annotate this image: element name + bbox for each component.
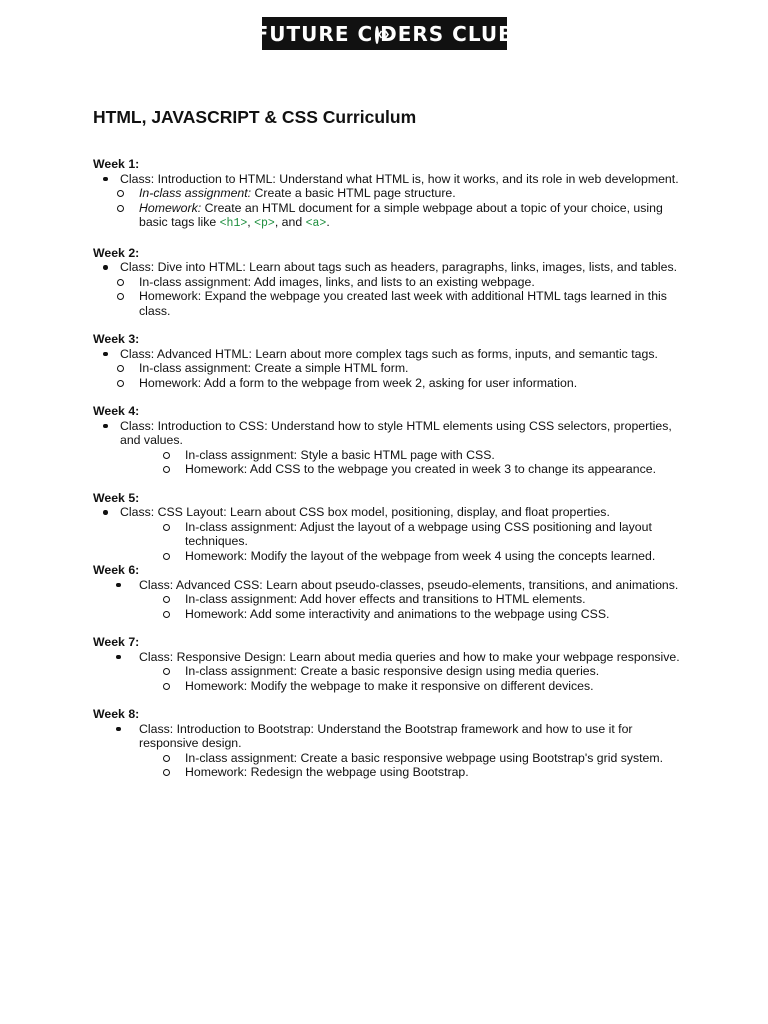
inclass-item [93,592,693,607]
class-text: Class: Responsive Design: Learn about media queries and how to make your webpage responsive. [139,649,680,664]
class-text: Class: Introduction to Bootstrap: Understand the Bootstrap framework and how to use it for responsive design. [139,721,633,750]
week-6-section [93,563,693,621]
week-heading: Week 1: [93,157,140,171]
homework-item [93,376,693,391]
circle-bullet-icon [163,466,170,473]
week-heading: Week 5: [93,490,140,505]
separator: , and [274,215,306,229]
inclass-text: In-class assignment: Create a simple HTML form. [139,361,409,375]
circle-bullet-icon [163,596,170,603]
week-heading: Week 3: [93,332,140,346]
inclass-item [93,361,693,376]
future-coders-club-logo [254,17,515,50]
homework-text: Homework: Redesign the webpage using Bootstrap. [185,765,469,779]
separator: , [247,215,255,229]
code-tag-p: <p> [254,217,275,230]
inclass-text: In-class assignment: Create a basic responsive design using media queries. [185,664,600,678]
homework-item [93,462,693,477]
logo-text-start: FUTURE C [254,21,374,46]
bullet-icon [103,352,108,357]
circle-bullet-icon [117,190,124,197]
week-5-section [93,491,693,564]
inclass-item [93,664,693,679]
bullet-icon [116,655,121,660]
class-item [93,505,693,520]
code-tag-a: <a> [305,217,327,230]
circle-bullet-icon [163,683,170,690]
week-heading: Week 4: [93,404,140,418]
homework-item [93,679,693,694]
circle-bullet-icon [163,755,170,762]
circle-bullet-icon [163,668,170,675]
class-text: Class: Introduction to HTML: Understand what HTML is, how it works, and its role in web development. [120,171,679,186]
class-item [93,419,693,448]
homework-item [93,289,693,318]
homework-item [93,765,693,780]
sentence-end: . [326,215,330,229]
inclass-item [93,448,693,463]
code-tag-h1: <h1> [219,217,248,230]
bullet-icon [103,510,108,515]
logo-text-end: DERS CLUB [380,21,515,46]
class-item [93,578,693,593]
inclass-text: In-class assignment: Style a basic HTML page with CSS. [185,447,495,462]
page-title: HTML, JAVASCRIPT & CSS Curriculum [93,107,417,127]
circle-bullet-icon [163,524,170,531]
circle-bullet-icon [117,365,124,372]
class-text: Class: CSS Layout: Learn about CSS box model, positioning, display, and float properties. [120,505,610,519]
homework-item [93,549,693,564]
homework-text: Homework: Add some interactivity and animations to the webpage using CSS. [185,606,610,621]
inclass-item [93,751,693,766]
week-heading: Week 7: [93,635,140,649]
week-4-section [93,404,693,477]
circle-bullet-icon [117,205,124,212]
circle-bullet-icon [117,293,124,300]
circle-bullet-icon [117,380,124,387]
inclass-item [93,186,693,201]
inclass-item [93,520,693,549]
homework-text: Homework: Add CSS to the webpage you created in week 3 to change its appearance. [185,462,656,476]
homework-text: Homework: Modify the layout of the webpage from week 4 using the concepts learned. [185,548,656,563]
code-brackets-icon [375,26,379,44]
inclass-label: In-class assignment: [139,186,252,200]
inclass-item [93,275,693,290]
circle-bullet-icon [163,452,170,459]
class-item [93,722,693,751]
inclass-text: In-class assignment: Add hover effects and transitions to HTML elements. [185,592,586,606]
week-7-section [93,635,693,693]
homework-label: Homework: [139,200,202,215]
class-item [93,172,693,187]
week-heading: Week 6: [93,563,140,577]
circle-bullet-icon [163,553,170,560]
class-item [93,260,693,275]
week-2-section [93,246,693,319]
class-text: Class: Advanced HTML: Learn about more complex tags such as forms, inputs, and semantic tags. [120,346,658,361]
week-1-section [93,157,693,232]
bullet-icon [116,727,121,732]
class-text: Class: Introduction to CSS: Understand how to style HTML elements using CSS selectors, properties, and values. [120,418,672,447]
inclass-text: In-class assignment: Create a basic responsive webpage using Bootstrap's grid system. [185,750,664,765]
homework-text: Homework: Modify the webpage to make it responsive on different devices. [185,678,594,693]
class-item [93,347,693,362]
class-text: Class: Dive into HTML: Learn about tags such as headers, paragraphs, links, images, lists, and tables. [120,260,678,274]
week-8-section [93,707,693,780]
circle-bullet-icon [163,769,170,776]
class-text: Class: Advanced CSS: Learn about pseudo-classes, pseudo-elements, transitions, and animations. [139,577,679,592]
inclass-text: Create a basic HTML page structure. [251,186,456,200]
week-heading: Week 8: [93,707,140,721]
bullet-icon [103,424,108,429]
bullet-icon [116,583,121,588]
bullet-icon [103,265,108,270]
curriculum-body [93,157,693,794]
homework-text: Homework: Expand the webpage you created last week with additional HTML tags learned in this class. [139,289,667,318]
bullet-icon [103,177,108,182]
homework-text: Homework: Add a form to the webpage from week 2, asking for user information. [139,375,578,390]
inclass-text: In-class assignment: Add images, links, and lists to an existing webpage. [139,274,535,289]
inclass-text: In-class assignment: Adjust the layout of a webpage using CSS positioning and layout techniques. [185,519,652,548]
circle-bullet-icon [117,279,124,286]
week-3-section [93,332,693,390]
homework-item [93,201,693,232]
week-heading: Week 2: [93,245,140,260]
homework-text: Create an HTML document for a simple webpage about a topic of your choice, using basic tags like [139,200,663,229]
class-item [93,650,693,665]
circle-bullet-icon [163,611,170,618]
homework-item [93,607,693,622]
